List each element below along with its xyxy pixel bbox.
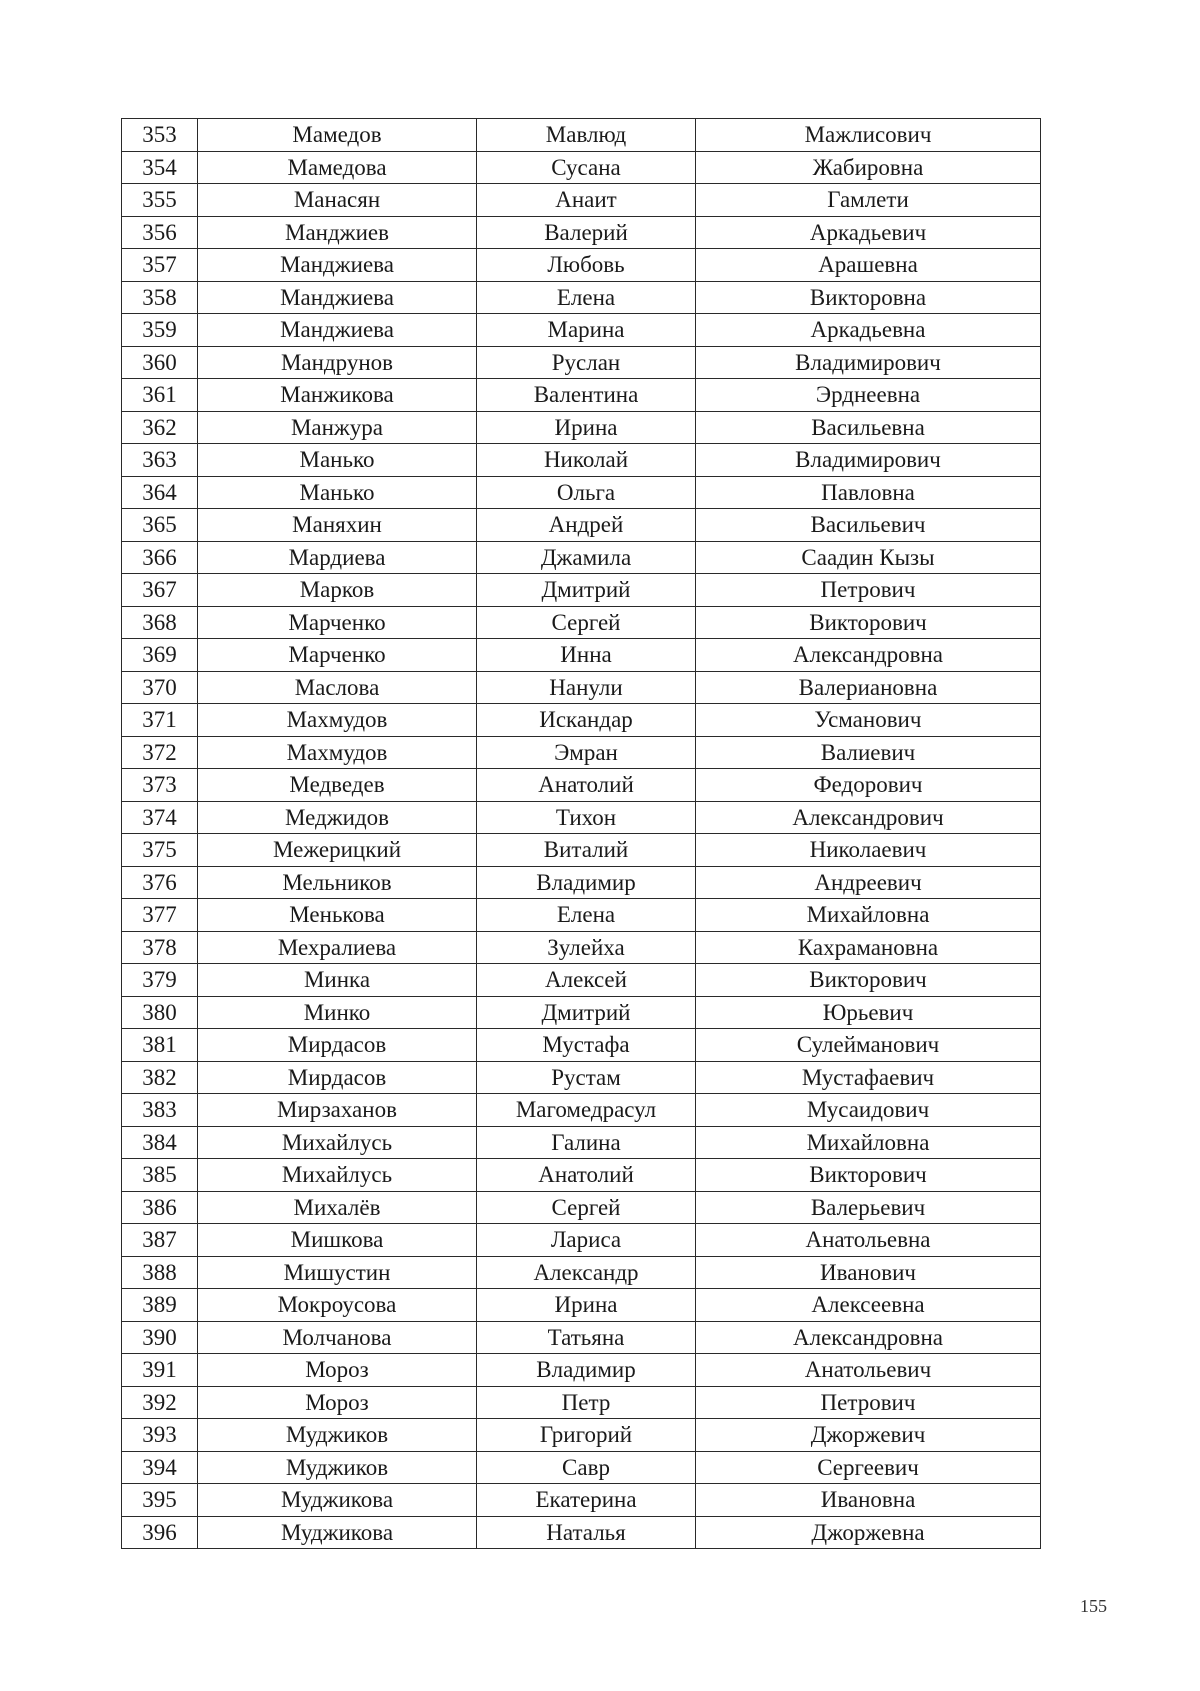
patronymic-cell: Юрьевич <box>696 996 1041 1029</box>
last-name-cell: Михайлусь <box>198 1126 477 1159</box>
patronymic-cell: Гамлети <box>696 184 1041 217</box>
patronymic-cell: Васильевна <box>696 411 1041 444</box>
row-number-cell: 368 <box>122 606 198 639</box>
patronymic-cell: Анатольевич <box>696 1354 1041 1387</box>
table-row <box>122 1256 1041 1289</box>
last-name-cell: Менькова <box>198 899 477 932</box>
table-row <box>122 1321 1041 1354</box>
last-name-cell: Манасян <box>198 184 477 217</box>
last-name-cell: Михалёв <box>198 1191 477 1224</box>
first-name-cell: Савр <box>477 1451 696 1484</box>
patronymic-cell: Эрднеевна <box>696 379 1041 412</box>
table-row <box>122 151 1041 184</box>
last-name-cell: Манжикова <box>198 379 477 412</box>
row-number-cell: 385 <box>122 1159 198 1192</box>
patronymic-cell: Сергеевич <box>696 1451 1041 1484</box>
patronymic-cell: Сулейманович <box>696 1029 1041 1062</box>
row-number-cell: 374 <box>122 801 198 834</box>
table-row <box>122 801 1041 834</box>
table-row <box>122 1419 1041 1452</box>
table-row <box>122 444 1041 477</box>
table-row <box>122 639 1041 672</box>
first-name-cell: Владимир <box>477 1354 696 1387</box>
table-row <box>122 314 1041 347</box>
row-number-cell: 382 <box>122 1061 198 1094</box>
row-number-cell: 367 <box>122 574 198 607</box>
table-row <box>122 769 1041 802</box>
last-name-cell: Межерицкий <box>198 834 477 867</box>
table-row <box>122 346 1041 379</box>
patronymic-cell: Викторович <box>696 1159 1041 1192</box>
patronymic-cell: Васильевич <box>696 509 1041 542</box>
row-number-cell: 369 <box>122 639 198 672</box>
last-name-cell: Мамедов <box>198 119 477 152</box>
patronymic-cell: Арашевна <box>696 249 1041 282</box>
first-name-cell: Николай <box>477 444 696 477</box>
patronymic-cell: Викторовна <box>696 281 1041 314</box>
first-name-cell: Галина <box>477 1126 696 1159</box>
first-name-cell: Владимир <box>477 866 696 899</box>
last-name-cell: Мирдасов <box>198 1029 477 1062</box>
row-number-cell: 390 <box>122 1321 198 1354</box>
table-row <box>122 249 1041 282</box>
row-number-cell: 358 <box>122 281 198 314</box>
row-number-cell: 383 <box>122 1094 198 1127</box>
patronymic-cell: Анатольевна <box>696 1224 1041 1257</box>
first-name-cell: Мустафа <box>477 1029 696 1062</box>
table-row <box>122 1126 1041 1159</box>
page-number: 155 <box>1080 1596 1107 1616</box>
table-row <box>122 1386 1041 1419</box>
last-name-cell: Марков <box>198 574 477 607</box>
row-number-cell: 362 <box>122 411 198 444</box>
patronymic-cell: Александровна <box>696 639 1041 672</box>
table-row <box>122 1516 1041 1549</box>
patronymic-cell: Андреевич <box>696 866 1041 899</box>
patronymic-cell: Кахрамановна <box>696 931 1041 964</box>
patronymic-cell: Валериановна <box>696 671 1041 704</box>
last-name-cell: Манько <box>198 476 477 509</box>
last-name-cell: Манджиева <box>198 281 477 314</box>
last-name-cell: Муджикова <box>198 1484 477 1517</box>
row-number-cell: 371 <box>122 704 198 737</box>
last-name-cell: Марченко <box>198 639 477 672</box>
table-row <box>122 509 1041 542</box>
last-name-cell: Муджиков <box>198 1419 477 1452</box>
patronymic-cell: Валерьевич <box>696 1191 1041 1224</box>
first-name-cell: Ирина <box>477 1289 696 1322</box>
patronymic-cell: Саадин Кызы <box>696 541 1041 574</box>
patronymic-cell: Валиевич <box>696 736 1041 769</box>
first-name-cell: Сергей <box>477 1191 696 1224</box>
row-number-cell: 363 <box>122 444 198 477</box>
first-name-cell: Тихон <box>477 801 696 834</box>
first-name-cell: Александр <box>477 1256 696 1289</box>
last-name-cell: Махмудов <box>198 704 477 737</box>
patronymic-cell: Владимирович <box>696 346 1041 379</box>
first-name-cell: Елена <box>477 899 696 932</box>
first-name-cell: Дмитрий <box>477 574 696 607</box>
last-name-cell: Манжура <box>198 411 477 444</box>
table-row <box>122 671 1041 704</box>
row-number-cell: 393 <box>122 1419 198 1452</box>
row-number-cell: 376 <box>122 866 198 899</box>
last-name-cell: Муджиков <box>198 1451 477 1484</box>
row-number-cell: 391 <box>122 1354 198 1387</box>
patronymic-cell: Николаевич <box>696 834 1041 867</box>
table-row <box>122 1029 1041 1062</box>
first-name-cell: Джамила <box>477 541 696 574</box>
last-name-cell: Мардиева <box>198 541 477 574</box>
table-row <box>122 1451 1041 1484</box>
row-number-cell: 379 <box>122 964 198 997</box>
first-name-cell: Эмран <box>477 736 696 769</box>
last-name-cell: Маслова <box>198 671 477 704</box>
row-number-cell: 394 <box>122 1451 198 1484</box>
table-row <box>122 281 1041 314</box>
patronymic-cell: Михайловна <box>696 899 1041 932</box>
table-row <box>122 379 1041 412</box>
table-row <box>122 476 1041 509</box>
first-name-cell: Анатолий <box>477 769 696 802</box>
last-name-cell: Манджиев <box>198 216 477 249</box>
first-name-cell: Алексей <box>477 964 696 997</box>
first-name-cell: Лариса <box>477 1224 696 1257</box>
patronymic-cell: Александровна <box>696 1321 1041 1354</box>
first-name-cell: Андрей <box>477 509 696 542</box>
row-number-cell: 354 <box>122 151 198 184</box>
last-name-cell: Маняхин <box>198 509 477 542</box>
last-name-cell: Мороз <box>198 1354 477 1387</box>
patronymic-cell: Аркадьевна <box>696 314 1041 347</box>
first-name-cell: Зулейха <box>477 931 696 964</box>
last-name-cell: Махмудов <box>198 736 477 769</box>
row-number-cell: 392 <box>122 1386 198 1419</box>
last-name-cell: Мишкова <box>198 1224 477 1257</box>
last-name-cell: Мирзаханов <box>198 1094 477 1127</box>
row-number-cell: 386 <box>122 1191 198 1224</box>
last-name-cell: Минко <box>198 996 477 1029</box>
table-row <box>122 119 1041 152</box>
table-row <box>122 1061 1041 1094</box>
patronymic-cell: Аркадьевич <box>696 216 1041 249</box>
first-name-cell: Анаит <box>477 184 696 217</box>
first-name-cell: Сергей <box>477 606 696 639</box>
table-row <box>122 606 1041 639</box>
table-row <box>122 1159 1041 1192</box>
table-row <box>122 834 1041 867</box>
row-number-cell: 395 <box>122 1484 198 1517</box>
first-name-cell: Нанули <box>477 671 696 704</box>
row-number-cell: 353 <box>122 119 198 152</box>
last-name-cell: Меджидов <box>198 801 477 834</box>
first-name-cell: Анатолий <box>477 1159 696 1192</box>
row-number-cell: 359 <box>122 314 198 347</box>
patronymic-cell: Михайловна <box>696 1126 1041 1159</box>
table-row <box>122 184 1041 217</box>
last-name-cell: Мороз <box>198 1386 477 1419</box>
row-number-cell: 373 <box>122 769 198 802</box>
patronymic-cell: Викторович <box>696 964 1041 997</box>
table-row <box>122 411 1041 444</box>
last-name-cell: Мандрунов <box>198 346 477 379</box>
table-row <box>122 1289 1041 1322</box>
row-number-cell: 364 <box>122 476 198 509</box>
first-name-cell: Магомедрасул <box>477 1094 696 1127</box>
row-number-cell: 388 <box>122 1256 198 1289</box>
row-number-cell: 361 <box>122 379 198 412</box>
table-row <box>122 736 1041 769</box>
last-name-cell: Мокроусова <box>198 1289 477 1322</box>
table-row <box>122 996 1041 1029</box>
table-row <box>122 1191 1041 1224</box>
last-name-cell: Манджиева <box>198 314 477 347</box>
table-row <box>122 866 1041 899</box>
table-row <box>122 931 1041 964</box>
row-number-cell: 380 <box>122 996 198 1029</box>
table-row <box>122 574 1041 607</box>
row-number-cell: 372 <box>122 736 198 769</box>
row-number-cell: 396 <box>122 1516 198 1549</box>
row-number-cell: 381 <box>122 1029 198 1062</box>
last-name-cell: Молчанова <box>198 1321 477 1354</box>
roster-table-body <box>122 119 1041 1549</box>
first-name-cell: Елена <box>477 281 696 314</box>
row-number-cell: 384 <box>122 1126 198 1159</box>
row-number-cell: 366 <box>122 541 198 574</box>
last-name-cell: Мехралиева <box>198 931 477 964</box>
last-name-cell: Марченко <box>198 606 477 639</box>
first-name-cell: Татьяна <box>477 1321 696 1354</box>
table-row <box>122 964 1041 997</box>
first-name-cell: Екатерина <box>477 1484 696 1517</box>
row-number-cell: 389 <box>122 1289 198 1322</box>
patronymic-cell: Александрович <box>696 801 1041 834</box>
patronymic-cell: Иванович <box>696 1256 1041 1289</box>
first-name-cell: Григорий <box>477 1419 696 1452</box>
patronymic-cell: Мусаидович <box>696 1094 1041 1127</box>
patronymic-cell: Ивановна <box>696 1484 1041 1517</box>
last-name-cell: Манько <box>198 444 477 477</box>
patronymic-cell: Викторович <box>696 606 1041 639</box>
table-row <box>122 1354 1041 1387</box>
first-name-cell: Валентина <box>477 379 696 412</box>
first-name-cell: Инна <box>477 639 696 672</box>
row-number-cell: 365 <box>122 509 198 542</box>
patronymic-cell: Джоржевна <box>696 1516 1041 1549</box>
first-name-cell: Наталья <box>477 1516 696 1549</box>
patronymic-cell: Мажлисович <box>696 119 1041 152</box>
table-row <box>122 541 1041 574</box>
last-name-cell: Медведев <box>198 769 477 802</box>
patronymic-cell: Владимирович <box>696 444 1041 477</box>
patronymic-cell: Джоржевич <box>696 1419 1041 1452</box>
row-number-cell: 360 <box>122 346 198 379</box>
first-name-cell: Искандар <box>477 704 696 737</box>
first-name-cell: Марина <box>477 314 696 347</box>
row-number-cell: 370 <box>122 671 198 704</box>
row-number-cell: 357 <box>122 249 198 282</box>
patronymic-cell: Жабировна <box>696 151 1041 184</box>
last-name-cell: Михайлусь <box>198 1159 477 1192</box>
row-number-cell: 378 <box>122 931 198 964</box>
table-row <box>122 1484 1041 1517</box>
first-name-cell: Петр <box>477 1386 696 1419</box>
last-name-cell: Мишустин <box>198 1256 477 1289</box>
patronymic-cell: Петрович <box>696 1386 1041 1419</box>
last-name-cell: Минка <box>198 964 477 997</box>
row-number-cell: 355 <box>122 184 198 217</box>
first-name-cell: Ирина <box>477 411 696 444</box>
patronymic-cell: Алексеевна <box>696 1289 1041 1322</box>
patronymic-cell: Петрович <box>696 574 1041 607</box>
row-number-cell: 375 <box>122 834 198 867</box>
first-name-cell: Виталий <box>477 834 696 867</box>
first-name-cell: Валерий <box>477 216 696 249</box>
first-name-cell: Ольга <box>477 476 696 509</box>
first-name-cell: Дмитрий <box>477 996 696 1029</box>
patronymic-cell: Усманович <box>696 704 1041 737</box>
last-name-cell: Манджиева <box>198 249 477 282</box>
patronymic-cell: Павловна <box>696 476 1041 509</box>
table-row <box>122 704 1041 737</box>
patronymic-cell: Федорович <box>696 769 1041 802</box>
first-name-cell: Сусана <box>477 151 696 184</box>
table-row <box>122 216 1041 249</box>
name-roster-table <box>121 118 1041 1549</box>
last-name-cell: Мирдасов <box>198 1061 477 1094</box>
last-name-cell: Муджикова <box>198 1516 477 1549</box>
row-number-cell: 356 <box>122 216 198 249</box>
last-name-cell: Мельников <box>198 866 477 899</box>
table-row <box>122 1094 1041 1127</box>
first-name-cell: Рустам <box>477 1061 696 1094</box>
first-name-cell: Руслан <box>477 346 696 379</box>
first-name-cell: Любовь <box>477 249 696 282</box>
first-name-cell: Мавлюд <box>477 119 696 152</box>
last-name-cell: Мамедова <box>198 151 477 184</box>
table-row <box>122 899 1041 932</box>
row-number-cell: 387 <box>122 1224 198 1257</box>
row-number-cell: 377 <box>122 899 198 932</box>
table-row <box>122 1224 1041 1257</box>
patronymic-cell: Мустафаевич <box>696 1061 1041 1094</box>
